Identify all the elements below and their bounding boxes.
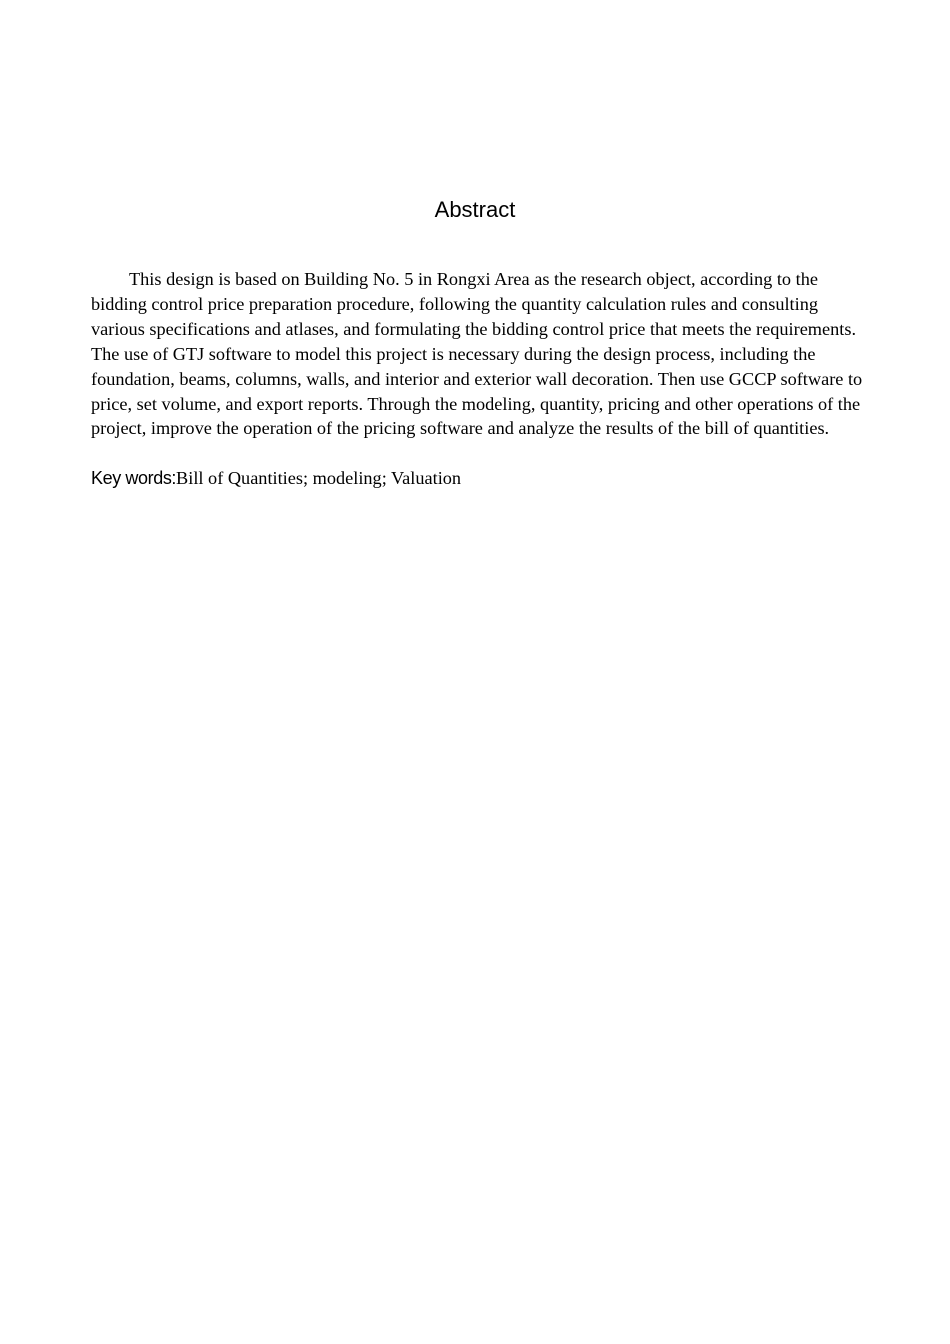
abstract-paragraph: This design is based on Building No. 5 in Rongxi Area as the research object, according to the bidding control price preparation procedure, following the quantity calculation rules and consulting various specifications and atlases, and formulating the bidding control price that meets the requirements. The use of GTJ software to model this project is necessary during the design process, including the foundation, beams, columns, walls, and interior and exterior wall decoration. Then use GCCP software to price, set volume, and export reports. Through the modeling, quantity, pricing and other operations of the project, improve the operation of the pricing software and analyze the results of the bill of quantities. bbox=[91, 269, 863, 439]
abstract-heading: Abstract bbox=[434, 197, 516, 222]
keywords-label: Key words: bbox=[91, 468, 177, 488]
keywords-value: Bill of Quantities; modeling; Valuation bbox=[176, 468, 462, 488]
keywords-line bbox=[91, 466, 863, 492]
